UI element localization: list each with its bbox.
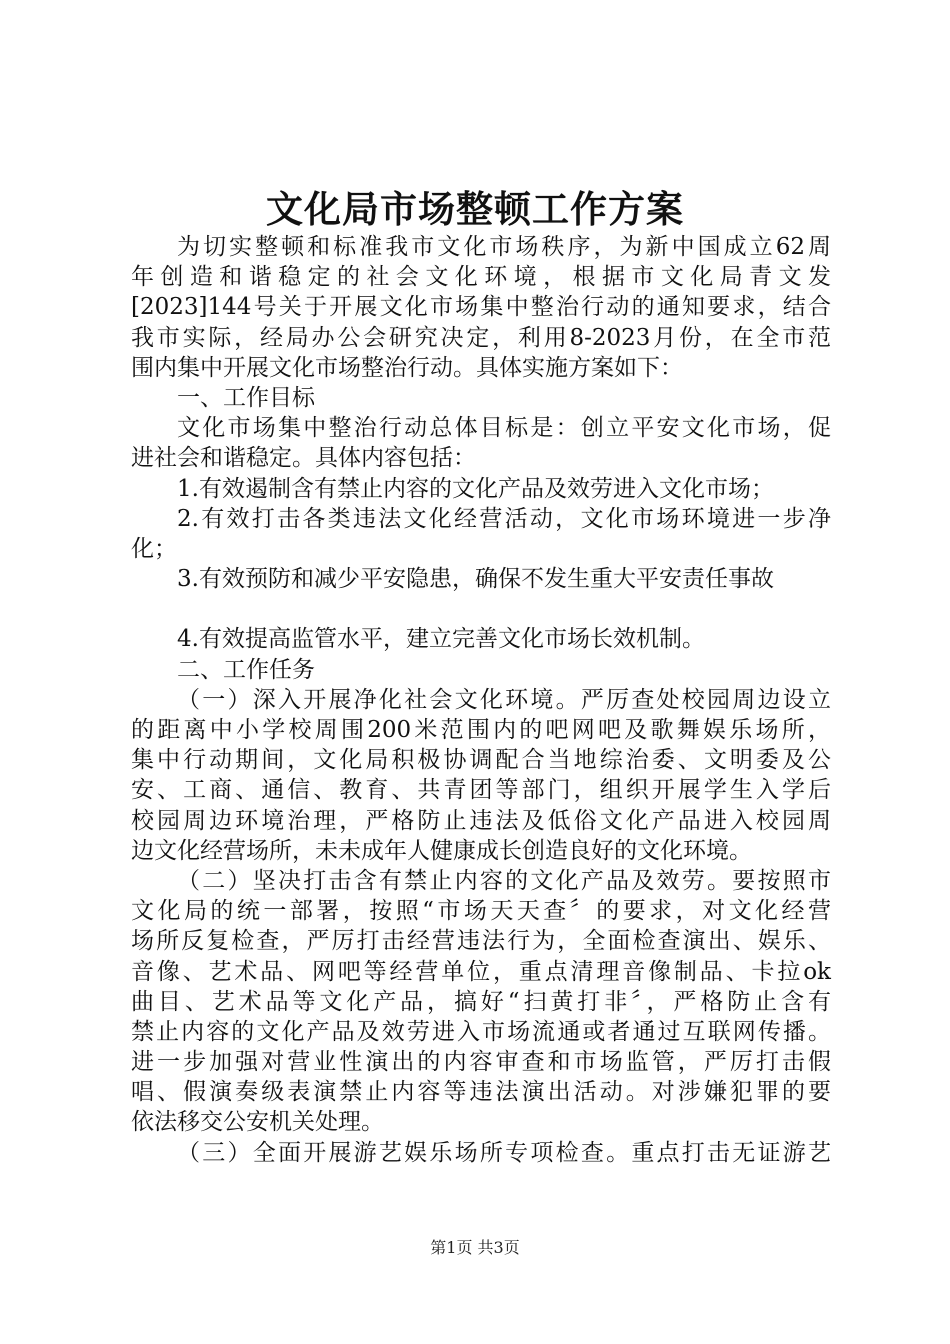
page-footer: 第1页 共3页	[430, 1238, 520, 1257]
paragraph-line: 进一步加强对营业性演出的内容审查和市场监管，严厉打击假	[131, 1049, 831, 1076]
paragraph-line: 校园周边环境治理，严格防止违法及低俗文化产品进入校园周	[131, 807, 831, 834]
list-item: 3.有效预防和减少平安隐患，确保不发生重大平安责任事故	[177, 566, 774, 593]
paragraph-line: 为切实整顿和标准我市文化市场秩序，为新中国成立62周	[177, 234, 831, 260]
paragraph-line: 依法移交公安机关处理。	[131, 1109, 384, 1136]
blank-line	[131, 594, 831, 624]
paragraph-line: 禁止内容的文化产品及效劳进入市场流通或者通过互联网传播。	[131, 1018, 831, 1045]
paragraph-line: 集中行动期间，文化局积极协调配合当地综治委、文明委及公	[131, 747, 831, 774]
list-item-continuation: 化；	[131, 535, 177, 562]
paragraph-line: 安、工商、通信、教育、共青团等部门，组织开展学生入学后	[131, 777, 831, 804]
paragraph-line: 我市实际，经局办公会研究决定，利用8-2023月份，在全市范	[131, 324, 831, 351]
paragraph-line: （三）全面开展游艺娱乐场所专项检查。重点打击无证游艺	[177, 1139, 831, 1166]
list-item: 1.有效遏制含有禁止内容的文化产品及效劳进入文化市场；	[177, 475, 774, 502]
paragraph-line: 边文化经营场所，未未成年人健康成长创造良好的文化环境。	[131, 837, 752, 864]
document-body	[131, 232, 831, 1168]
section-heading: 一、工作目标	[177, 384, 315, 411]
paragraph-line: 唱、假演奏级表演禁止内容等违法演出活动。对涉嫌犯罪的要	[131, 1079, 831, 1106]
paragraph-line: 年创造和谐稳定的社会文化环境，根据市文化局青文发	[131, 264, 831, 291]
document-title: 文化局市场整顿工作方案	[266, 187, 684, 231]
paragraph-line: 文化市场集中整治行动总体目标是：创立平安文化市场，促	[177, 415, 831, 442]
paragraph-line: 文化局的统一部署，按照“市场天天查〞的要求，对文化经营	[131, 898, 831, 925]
paragraph-line: 的距离中小学校周围200米范围内的吧网吧及歌舞娱乐场所，	[131, 717, 831, 743]
paragraph-line: 围内集中开展文化市场整治行动。具体实施方案如下：	[131, 354, 683, 381]
paragraph-line: 场所反复检查，严厉打击经营违法行为，全面检查演出、娱乐、	[131, 928, 831, 955]
list-item: 2.有效打击各类违法文化经营活动，文化市场环境进一步净	[177, 505, 831, 532]
paragraph-line: （一）深入开展净化社会文化环境。严厉查处校园周边设立	[177, 686, 831, 713]
paragraph-line: [2023]144号关于开展文化市场集中整治行动的通知要求，结合	[131, 294, 831, 321]
list-item: 4.有效提高监管水平，建立完善文化市场长效机制。	[177, 626, 705, 653]
paragraph-line: 曲目、艺术品等文化产品，搞好“扫黄打非〞，严格防止含有	[131, 988, 831, 1015]
paragraph-line: 进社会和谐稳定。具体内容包括：	[131, 445, 476, 472]
paragraph-line: 音像、艺术品、网吧等经营单位，重点清理音像制品、卡拉ok	[131, 958, 831, 985]
paragraph-line: （二）坚决打击含有禁止内容的文化产品及效劳。要按照市	[177, 867, 831, 894]
section-heading: 二、工作任务	[177, 656, 315, 683]
